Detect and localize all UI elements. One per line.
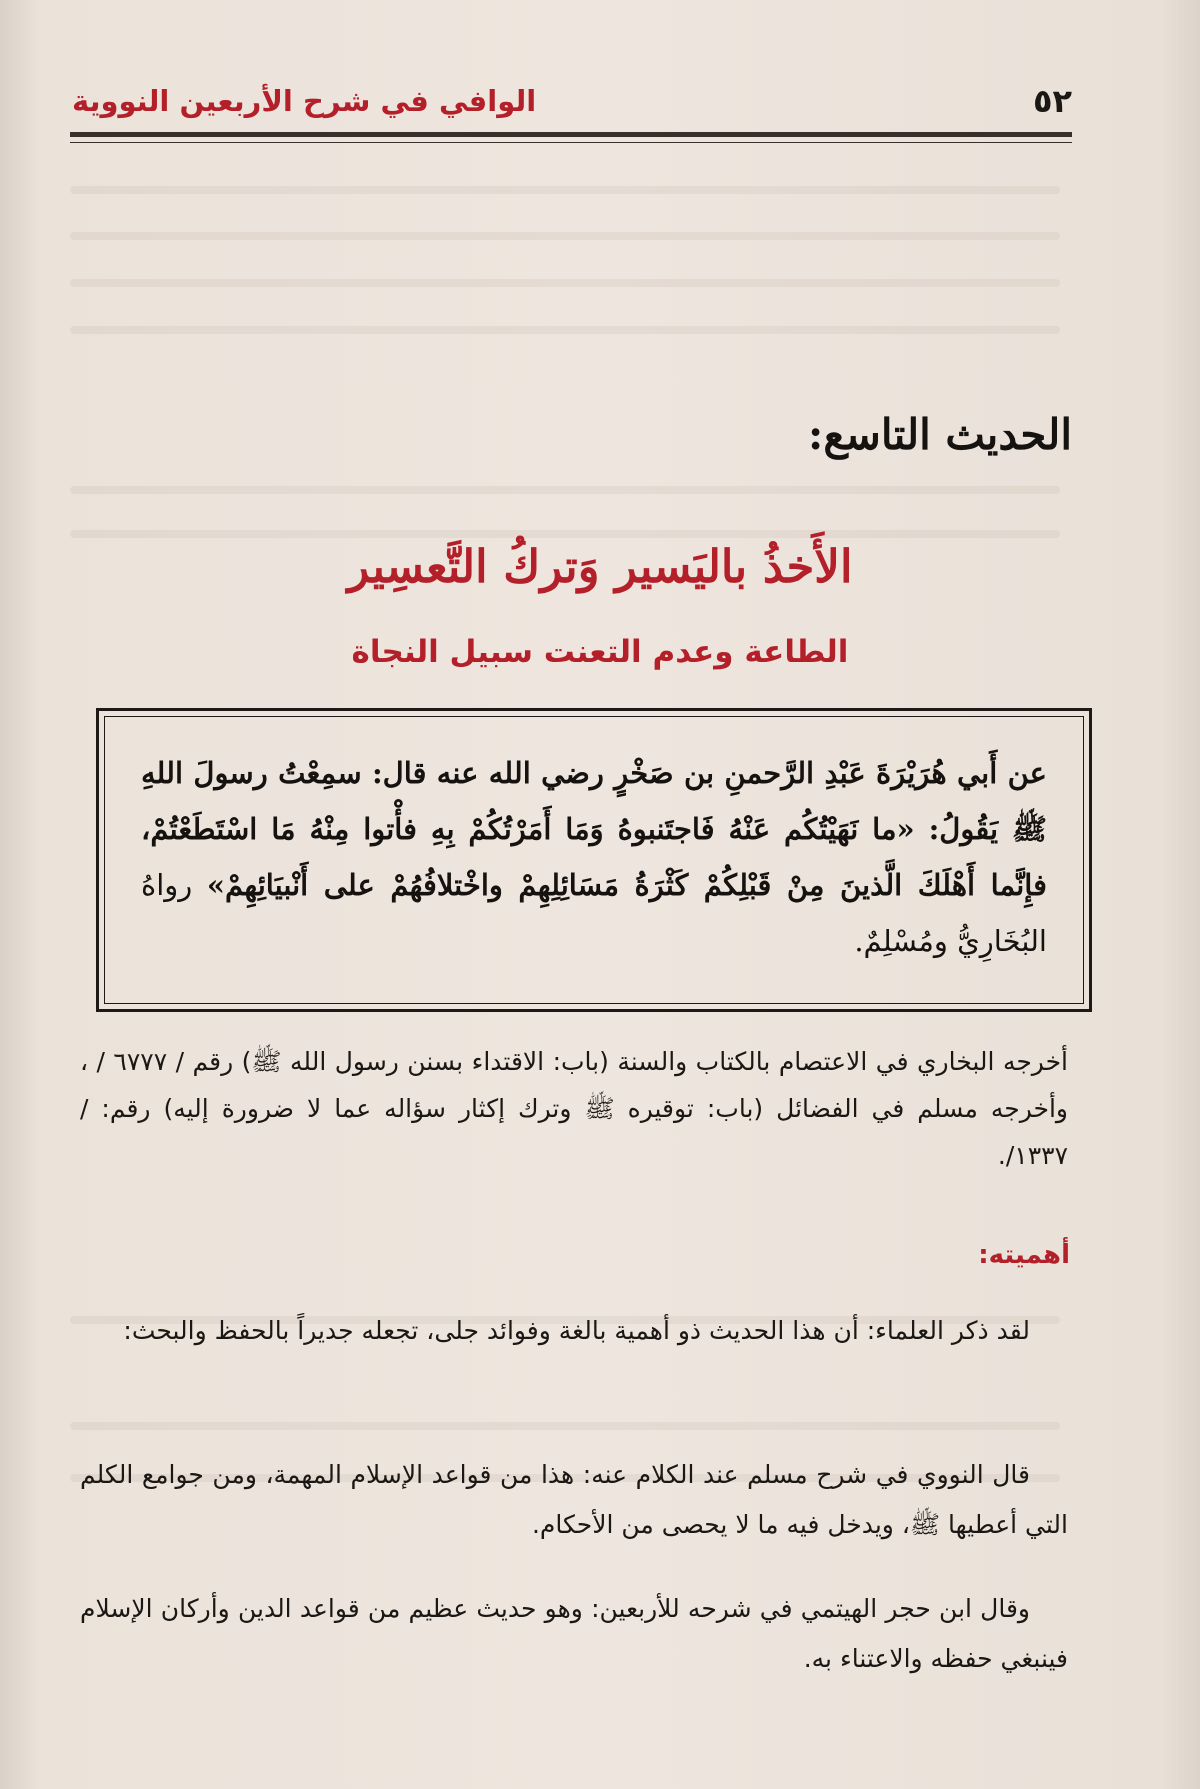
running-title: الوافي في شرح الأربعين النووية bbox=[72, 84, 537, 118]
bleed-through-line bbox=[70, 326, 1060, 334]
takhrij-note: أخرجه البخاري في الاعتصام بالكتاب والسنة (باب: الاقتداء بسنن رسول الله ﷺ) رقم / ٦٧٧٧ / ، وأخرجه مسلم في الفضائل (باب: توقيره ﷺ وترك إكثار سؤاله عما لا ضرورة إليه) رقم: / ١٣٣٧/. bbox=[80, 1047, 1068, 1170]
bleed-through-line bbox=[70, 279, 1060, 287]
importance-heading: أهميته: bbox=[978, 1240, 1070, 1270]
hadith-matn: عن أَبي هُرَيْرَةَ عَبْدِ الرَّحمنِ بن صَخْرٍ رضي الله عنه قال: سمِعْتُ رسولَ اللهِ ﷺ يَقُولُ: «ما نَهَيْتُكُم عَنْهُ فَاجتَنبوهُ وَمَا أَمَرْتُكُمْ بِهِ فأْتوا مِنْهُ مَا اسْتَطَعْتُمْ، فإِنَّما أَهْلَكَ الَّذينَ مِنْ قَبْلِكُمْ كَثْرَةُ مَسَائِلِهِمْ واخْتلافُهُمْ على أَنْبيَائِهِمْ» bbox=[141, 756, 1048, 902]
hadith-text-box bbox=[96, 708, 1092, 1012]
bleed-through-line bbox=[70, 530, 1060, 538]
importance-paragraph: وقال ابن حجر الهيتمي في شرحه للأربعين: وهو حديث عظيم من قواعد الدين وأركان الإسلام فينبغي حفظه والاعتناء به. bbox=[80, 1594, 1068, 1673]
page-number: ٥٢ bbox=[1032, 82, 1072, 120]
importance-paragraph: قال النووي في شرح مسلم عند الكلام عنه: هذا من قواعد الإسلام المهمة، ومن جوامع الكلم التي أعطيها ﷺ، ويدخل فيه ما لا يحصى من الأحكام. bbox=[80, 1460, 1068, 1539]
importance-paragraph: لقد ذكر العلماء: أن هذا الحديث ذو أهمية بالغة وفوائد جلى، تجعله جديراً بالحفظ والبحث: bbox=[123, 1316, 1030, 1345]
bleed-through-line bbox=[70, 186, 1060, 194]
header-rule-thick bbox=[70, 132, 1072, 137]
bleed-through-line bbox=[70, 1422, 1060, 1430]
page-header bbox=[72, 78, 1072, 138]
hadith-subtitle: الطاعة وعدم التعنت سبيل النجاة bbox=[351, 634, 849, 670]
hadith-text bbox=[141, 745, 1047, 969]
hadith-source: رواهُ البُخَارِيُّ ومُسْلِمٌ. bbox=[141, 868, 1047, 958]
bleed-through-line bbox=[70, 232, 1060, 240]
hadith-heading: الحديث التاسع: bbox=[807, 410, 1072, 459]
bleed-through-line bbox=[70, 486, 1060, 494]
hadith-title: الأَخذُ باليَسير وَتركُ التَّعسِير bbox=[347, 540, 853, 593]
header-rule-thin bbox=[70, 142, 1072, 143]
